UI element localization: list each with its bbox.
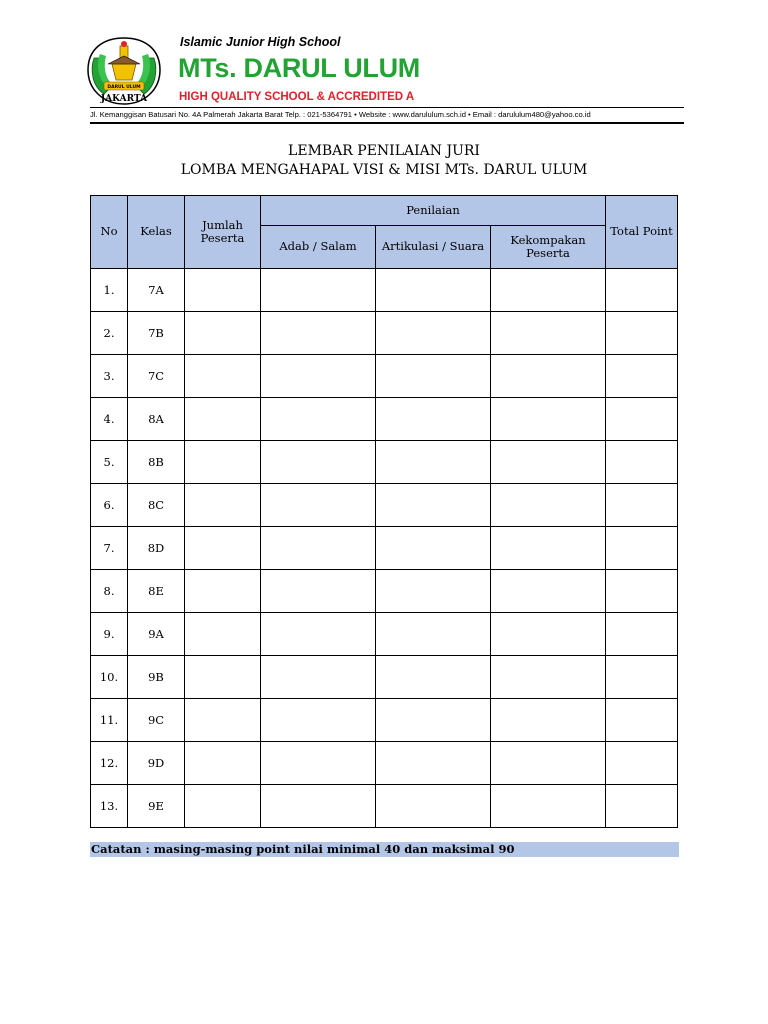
cell-jumlah-peserta[interactable] (185, 699, 261, 742)
cell-total-point[interactable] (606, 269, 678, 312)
table-row (91, 269, 678, 312)
school-address: Jl. Kemanggisan Batusari No. 4A Palmerah Jakarta Barat Telp. : 021-5364791 • Website : www.darululum.sch.id • Email : darululum480@yahoo.co.id (90, 110, 591, 119)
table-row (91, 742, 678, 785)
cell-adab-salam[interactable] (261, 570, 376, 613)
cell-artikulasi-suara[interactable] (376, 785, 491, 828)
header-rule-top (90, 107, 684, 108)
logo-city: JAKARTA (100, 94, 148, 104)
cell-jumlah-peserta[interactable] (185, 742, 261, 785)
row-no: 12. (91, 742, 128, 785)
cell-kekompakan-peserta[interactable] (491, 785, 606, 828)
cell-artikulasi-suara[interactable] (376, 441, 491, 484)
cell-jumlah-peserta[interactable] (185, 269, 261, 312)
cell-kekompakan-peserta[interactable] (491, 484, 606, 527)
cell-total-point[interactable] (606, 441, 678, 484)
header-jumlah-peserta: Jumlah Peserta (185, 196, 261, 269)
row-no: 2. (91, 312, 128, 355)
cell-adab-salam[interactable] (261, 355, 376, 398)
school-tagline: HIGH QUALITY SCHOOL & ACCREDITED A (179, 91, 415, 103)
table-row (91, 312, 678, 355)
row-kelas: 8D (128, 527, 185, 570)
cell-artikulasi-suara[interactable] (376, 355, 491, 398)
cell-artikulasi-suara[interactable] (376, 742, 491, 785)
row-no: 9. (91, 613, 128, 656)
cell-kekompakan-peserta[interactable] (491, 355, 606, 398)
row-no: 8. (91, 570, 128, 613)
cell-artikulasi-suara[interactable] (376, 398, 491, 441)
cell-jumlah-peserta[interactable] (185, 527, 261, 570)
cell-artikulasi-suara[interactable] (376, 484, 491, 527)
row-no: 1. (91, 269, 128, 312)
row-kelas: 9E (128, 785, 185, 828)
cell-artikulasi-suara[interactable] (376, 312, 491, 355)
cell-kekompakan-peserta[interactable] (491, 742, 606, 785)
table-body (91, 269, 678, 828)
cell-jumlah-peserta[interactable] (185, 484, 261, 527)
school-name: MTs. DARUL ULUM (178, 53, 420, 83)
cell-artikulasi-suara[interactable] (376, 613, 491, 656)
logo-ribbon-text: DARUL ULUM (107, 85, 141, 90)
row-no: 6. (91, 484, 128, 527)
row-kelas: 8C (128, 484, 185, 527)
cell-jumlah-peserta[interactable] (185, 312, 261, 355)
row-kelas: 7C (128, 355, 185, 398)
cell-jumlah-peserta[interactable] (185, 570, 261, 613)
cell-total-point[interactable] (606, 785, 678, 828)
row-kelas: 9D (128, 742, 185, 785)
row-no: 4. (91, 398, 128, 441)
header-rule-bottom (90, 122, 684, 124)
table-row (91, 785, 678, 828)
cell-jumlah-peserta[interactable] (185, 355, 261, 398)
cell-kekompakan-peserta[interactable] (491, 699, 606, 742)
row-no: 11. (91, 699, 128, 742)
document-subtitle: LOMBA MENGAHAPAL VISI & MISI MTs. DARUL ULUM (180, 162, 588, 178)
cell-total-point[interactable] (606, 355, 678, 398)
cell-artikulasi-suara[interactable] (376, 699, 491, 742)
cell-kekompakan-peserta[interactable] (491, 527, 606, 570)
row-kelas: 8B (128, 441, 185, 484)
header-kelas: Kelas (128, 196, 185, 269)
cell-total-point[interactable] (606, 570, 678, 613)
document-title: LEMBAR PENILAIAN JURI (288, 143, 480, 159)
cell-total-point[interactable] (606, 656, 678, 699)
cell-artikulasi-suara[interactable] (376, 570, 491, 613)
cell-adab-salam[interactable] (261, 398, 376, 441)
row-kelas: 9A (128, 613, 185, 656)
cell-total-point[interactable] (606, 613, 678, 656)
cell-total-point[interactable] (606, 742, 678, 785)
table-row (91, 355, 678, 398)
cell-adab-salam[interactable] (261, 527, 376, 570)
table-row (91, 656, 678, 699)
cell-adab-salam[interactable] (261, 613, 376, 656)
cell-jumlah-peserta[interactable] (185, 398, 261, 441)
cell-adab-salam[interactable] (261, 699, 376, 742)
row-kelas: 9C (128, 699, 185, 742)
school-subtitle: Islamic Junior High School (180, 35, 341, 49)
scoring-table (90, 195, 678, 828)
cell-adab-salam[interactable] (261, 656, 376, 699)
footer-note: Catatan : masing-masing point nilai minimal 40 dan maksimal 90 (90, 842, 679, 857)
header-kekompakan-peserta: Kekompakan Peserta (491, 226, 606, 269)
table-row (91, 613, 678, 656)
table-row (91, 484, 678, 527)
table-row (91, 699, 678, 742)
table-row (91, 570, 678, 613)
cell-total-point[interactable] (606, 527, 678, 570)
cell-kekompakan-peserta[interactable] (491, 613, 606, 656)
cell-artikulasi-suara[interactable] (376, 527, 491, 570)
cell-kekompakan-peserta[interactable] (491, 312, 606, 355)
cell-adab-salam[interactable] (261, 269, 376, 312)
cell-jumlah-peserta[interactable] (185, 613, 261, 656)
row-kelas: 8A (128, 398, 185, 441)
cell-adab-salam[interactable] (261, 484, 376, 527)
cell-total-point[interactable] (606, 398, 678, 441)
row-kelas: 7B (128, 312, 185, 355)
cell-jumlah-peserta[interactable] (185, 785, 261, 828)
row-no: 10. (91, 656, 128, 699)
row-kelas: 7A (128, 269, 185, 312)
row-no: 7. (91, 527, 128, 570)
cell-jumlah-peserta[interactable] (185, 656, 261, 699)
header-total-point: Total Point (606, 196, 678, 269)
cell-total-point[interactable] (606, 699, 678, 742)
cell-jumlah-peserta[interactable] (185, 441, 261, 484)
cell-kekompakan-peserta[interactable] (491, 269, 606, 312)
row-kelas: 9B (128, 656, 185, 699)
cell-artikulasi-suara[interactable] (376, 269, 491, 312)
cell-artikulasi-suara[interactable] (376, 656, 491, 699)
header-penilaian: Penilaian (261, 196, 606, 226)
cell-kekompakan-peserta[interactable] (491, 656, 606, 699)
cell-kekompakan-peserta[interactable] (491, 398, 606, 441)
cell-total-point[interactable] (606, 312, 678, 355)
row-no: 5. (91, 441, 128, 484)
cell-adab-salam[interactable] (261, 441, 376, 484)
row-no: 13. (91, 785, 128, 828)
header-no: No (91, 196, 128, 269)
cell-total-point[interactable] (606, 484, 678, 527)
table-row (91, 441, 678, 484)
cell-kekompakan-peserta[interactable] (491, 441, 606, 484)
header-adab-salam: Adab / Salam (261, 226, 376, 269)
cell-adab-salam[interactable] (261, 312, 376, 355)
table-row (91, 527, 678, 570)
table-row (91, 398, 678, 441)
cell-adab-salam[interactable] (261, 785, 376, 828)
cell-adab-salam[interactable] (261, 742, 376, 785)
cell-kekompakan-peserta[interactable] (491, 570, 606, 613)
header-artikulasi-suara: Artikulasi / Suara (376, 226, 491, 269)
row-no: 3. (91, 355, 128, 398)
row-kelas: 8E (128, 570, 185, 613)
